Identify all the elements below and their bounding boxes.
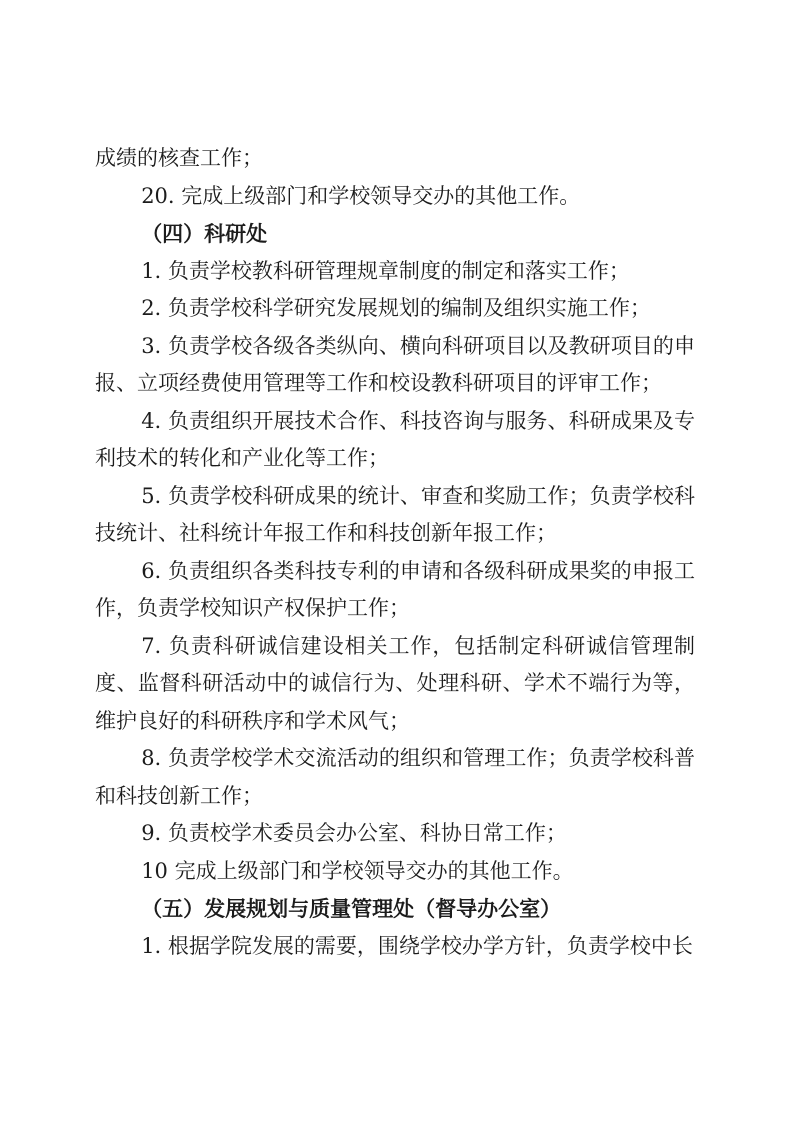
paragraph: 5. 负责学校科研成果的统计、审查和奖励工作；负责学校科技统计、社科统计年报工作和科技创新年报工作；	[95, 483, 695, 545]
paragraph: 1. 根据学院发展的需要，围绕学校办学方针，负责学校中长	[141, 933, 693, 958]
paragraph: 2. 负责学校科学研究发展规划的编制及组织实施工作；	[141, 296, 651, 320]
paragraph: 1. 负责学校教科研管理规章制度的制定和落实工作；	[141, 258, 630, 283]
section-heading: （五）发展规划与质量管理处（督导办公室）	[141, 896, 562, 921]
paragraph: 9. 负责校学术委员会办公室、科协日常工作；	[141, 821, 567, 845]
paragraph: 8. 负责学校学术交流活动的组织和管理工作；负责学校科普和科技创新工作；	[95, 746, 695, 808]
paragraph: 6. 负责组织各类科技专利的申请和各级科研成果奖的申报工作，负责学校知识产权保护工作；	[95, 558, 695, 620]
paragraph: 3. 负责学校各级各类纵向、横向科研项目以及教研项目的申报、立项经费使用管理等工作和校设教科研项目的评审工作；	[95, 333, 695, 395]
paragraph: 7. 负责科研诚信建设相关工作，包括制定科研诚信管理制度、监督科研活动中的诚信行为、处理科研、学术不端行为等，维护良好的科研秩序和学术风气；	[95, 633, 695, 733]
paragraph: 成绩的核查工作；	[95, 146, 263, 170]
paragraph: 10 完成上级部门和学校领导交办的其他工作。	[141, 858, 574, 883]
section-heading: （四）科研处	[141, 221, 268, 246]
paragraph: 4. 负责组织开展技术合作、科技咨询与服务、科研成果及专利技术的转化和产业化等工作；	[95, 408, 695, 470]
text-column	[95, 140, 695, 965]
paragraph: 20. 完成上级部门和学校领导交办的其他工作。	[141, 183, 581, 208]
